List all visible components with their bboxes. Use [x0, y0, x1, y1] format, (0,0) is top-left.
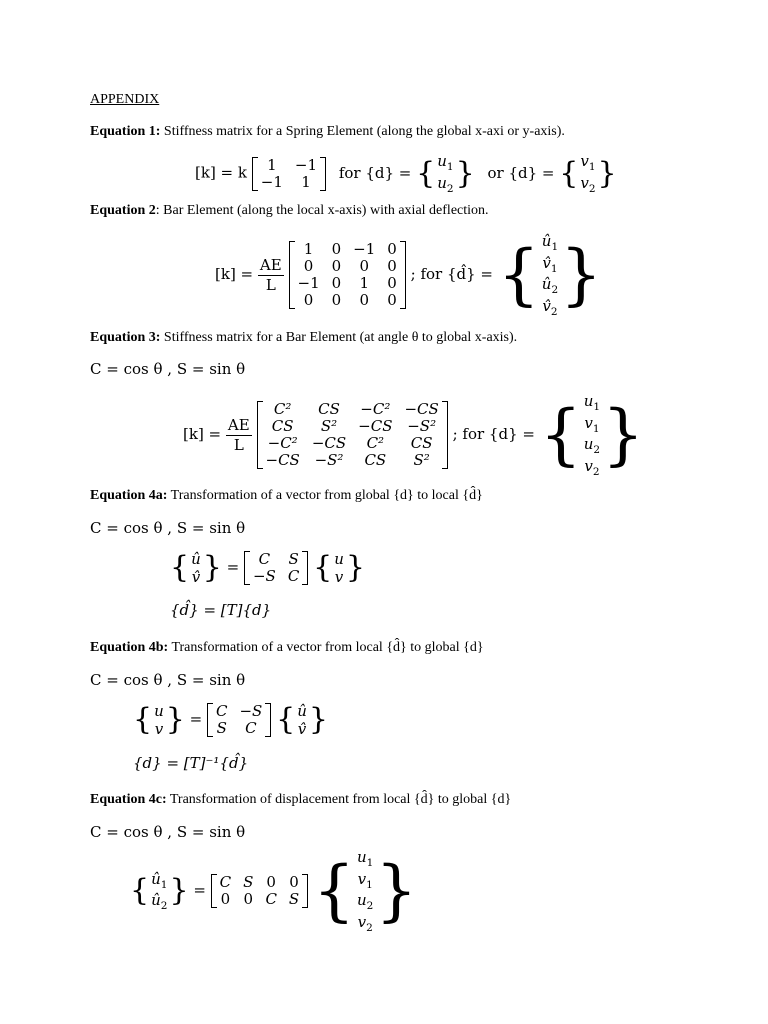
- eq2-matrix-cell-2-1: 0: [331, 274, 342, 293]
- eq3-matrix-cell-3-0: −CS: [265, 451, 300, 470]
- eq4a-line2: {d̂} = [T]{d}: [170, 601, 272, 619]
- eq3-matrix-cell-2-0: −C²: [267, 434, 298, 453]
- eq1-matrix-cell-1-1: 1: [301, 172, 311, 191]
- eq3-frac-den: L: [233, 435, 244, 454]
- eq1-vector-u: [435, 152, 455, 195]
- eq4b-defs: C = cos θ , S = sin θ: [90, 671, 246, 689]
- eq2-vector-entry-2: $û_2$: [541, 275, 559, 297]
- eq4c-left-vector-entry-0: $û_1$: [151, 869, 168, 891]
- eq2-frac-den: L: [265, 275, 276, 294]
- eq4b-matrix-cell-0-1: −S: [239, 702, 263, 720]
- eq2-matrix-cell-1-2: 0: [359, 257, 369, 276]
- eq4a-left-vector-entry-0: û: [191, 550, 201, 568]
- eq2-matrix-cell-3-0: 0: [303, 291, 314, 310]
- eq4c-matrix-cell-1-0: 0: [220, 890, 231, 909]
- eq2-vector-entry-0: $û_1$: [541, 232, 559, 253]
- eq2-matrix-cell-0-0: 1: [303, 240, 314, 259]
- eq3-vector-entry-0: $u_1$: [583, 392, 601, 413]
- eq3-matrix-cell-0-3: −CS: [404, 400, 439, 419]
- eq4b-left-vector-entry-0: u: [154, 702, 164, 720]
- eq4b-matrix-cell-1-0: S: [216, 719, 227, 737]
- eq3-matrix-cell-0-2: −C²: [360, 400, 391, 419]
- eq3-matrix-cell-3-3: S²: [413, 451, 430, 470]
- eq4c-right-vector-entry-3: $v_2$: [357, 912, 373, 934]
- eq4c-matrix-cell-0-1: S: [243, 873, 254, 892]
- eq4a-description: Transformation of a vector from global {d} to local {d̂}: [167, 488, 483, 503]
- eq4c-defs: C = cos θ , S = sin θ: [90, 823, 246, 841]
- eq4b-right-vector: [295, 702, 309, 738]
- eq4c-matrix-cell-1-2: C: [265, 890, 277, 909]
- eq4a-matrix-cell-1-1: C: [287, 567, 300, 585]
- eq1-for: for {d} =: [338, 163, 412, 182]
- eq4b-heading: [90, 640, 484, 656]
- eq4c-left-vector-entry-1: $û_2$: [151, 891, 168, 913]
- eq3-lhs: [k] =: [183, 425, 222, 444]
- eq2-matrix-cell-2-2: 1: [359, 274, 369, 293]
- eq4c-matrix: [211, 874, 309, 908]
- eq3-matrix-cell-2-2: C²: [366, 434, 385, 453]
- eq2-matrix: [289, 241, 406, 309]
- eq4b-line2: {d} = [T]⁻¹{d̂}: [133, 754, 249, 772]
- eq3-matrix-cell-0-1: CS: [318, 400, 340, 419]
- eq2-frac-num: AE: [259, 255, 282, 274]
- eq4c-matrix-cell-1-3: S: [288, 890, 300, 909]
- eq1-label: Equation 1:: [90, 124, 161, 139]
- eq4c-right-vector-entry-2: $u_2$: [356, 891, 374, 913]
- eq4b-matrix: [207, 703, 271, 737]
- eq2-matrix-cell-1-1: 0: [331, 257, 342, 276]
- eq4b-formula: { u v } = C −S S C { û v̂ }: [133, 702, 328, 738]
- eq2-lhs: [k] =: [215, 265, 254, 284]
- eq2-vector-entry-1: $v̂_1$: [542, 253, 558, 275]
- eq2-matrix-cell-0-2: −1: [353, 240, 376, 259]
- eq4c-label: Equation 4c:: [90, 792, 167, 807]
- eq3-heading: [90, 330, 517, 346]
- eq1-vector-u-entry-1: $u_2$: [437, 173, 454, 195]
- eq3-matrix-cell-1-1: S²: [320, 417, 338, 436]
- eq1-formula: [k] = k 1 −1 −1 1 for {d} = { $u_1$ $u_2$ } or {d} = { $v_1$ $v_2$ }: [195, 152, 617, 195]
- eq4a-formula: { û v̂ } = C S −S C { u v }: [170, 550, 365, 586]
- eq4a-left-vector-entry-1: v̂: [191, 568, 201, 586]
- eq3-matrix-cell-1-0: CS: [271, 417, 294, 436]
- eq4c-matrix-cell-0-2: 0: [266, 873, 276, 892]
- eq4a-left-vector: [189, 550, 203, 586]
- eq3-defs: C = cos θ , S = sin θ: [90, 360, 246, 378]
- eq4b-matrix-cell-0-0: C: [215, 702, 228, 720]
- eq2-matrix-cell-3-3: 0: [387, 291, 397, 310]
- eq1-matrix-cell-0-0: 1: [267, 155, 277, 174]
- eq4c-description: Transformation of displacement from local {d̂} to global {d}: [166, 792, 512, 807]
- eq4b-label: Equation 4b:: [90, 640, 169, 655]
- eq1-description: Stiffness matrix for a Spring Element (along the global x-axi or y-axis).: [160, 124, 565, 139]
- eq4c-right-vector: [355, 848, 375, 934]
- eq3-frac-num: AE: [227, 415, 250, 434]
- eq4c-right-vector-entry-1: $v_1$: [357, 869, 373, 891]
- eq1-matrix: [252, 157, 326, 191]
- eq4a-right-vector: [332, 550, 346, 586]
- eq4c-matrix-cell-0-0: C: [219, 873, 232, 892]
- eq2-label: Equation 2: [90, 203, 156, 218]
- eq1-lhs: [k] = k: [195, 163, 247, 182]
- eq4b-description: Transformation of a vector from local {d̂} to global {d}: [168, 640, 484, 655]
- eq4a-defs: C = cos θ , S = sin θ: [90, 519, 246, 537]
- eq4b-right-vector-entry-0: û: [297, 702, 307, 720]
- eq4c-right-vector-entry-0: $u_1$: [356, 848, 374, 869]
- eq4b-left-vector: [152, 702, 166, 738]
- eq2-matrix-cell-1-0: 0: [303, 257, 314, 276]
- eq1-matrix-cell-0-1: −1: [294, 155, 318, 174]
- eq3-vector: [582, 392, 602, 478]
- eq4a-matrix-cell-0-1: S: [288, 550, 299, 568]
- eq1-vector-u-entry-0: $u_1$: [437, 152, 454, 173]
- eq3-vector-entry-2: $u_2$: [583, 435, 601, 457]
- eq2-matrix-cell-3-2: 0: [359, 291, 369, 310]
- eq3-vector-entry-3: $v_2$: [584, 456, 600, 478]
- eq2-description: : Bar Element (along the local x-axis) with axial deflection.: [155, 203, 489, 218]
- eq4a-matrix-cell-1-0: −S: [252, 567, 276, 585]
- eq3-matrix-cell-1-2: −CS: [358, 417, 393, 436]
- eq4b-matrix-cell-1-1: C: [245, 719, 257, 737]
- eq1-or: or {d} =: [487, 163, 555, 182]
- eq3-matrix-cell-2-1: −CS: [311, 434, 347, 453]
- eq1-vector-v: [578, 152, 597, 195]
- eq2-for: ; for {d̂} =: [410, 265, 493, 284]
- eq2-formula: [k] = $\frac{AE}{L}$ 1 0 −1 0 0 0 0 0 −1 0 1 0 0 0 0 0 ; for {d̂} = { $û_1$ $v̂_1$ $û_2$ $v̂_2$ }: [215, 232, 603, 318]
- eq3-vector-entry-1: $v_1$: [584, 413, 600, 435]
- eq2-matrix-cell-2-0: −1: [297, 274, 320, 293]
- eq3-matrix-cell-0-0: C²: [273, 400, 292, 419]
- eq2-matrix-cell-3-1: 0: [331, 291, 342, 310]
- eq4a-right-vector-entry-0: u: [334, 550, 344, 568]
- eq4c-matrix-cell-1-1: 0: [243, 890, 254, 909]
- eq2-vector: [540, 232, 560, 318]
- eq4a-right-vector-entry-1: v: [334, 568, 344, 586]
- eq1-heading: [90, 124, 565, 140]
- eq1-matrix-cell-1-0: −1: [260, 172, 283, 191]
- eq4b-left-vector-entry-1: v: [154, 720, 164, 738]
- eq4b-right-vector-entry-1: v̂: [297, 720, 307, 738]
- eq3-for: ; for {d} =: [452, 425, 535, 444]
- eq2-matrix-cell-0-1: 0: [331, 240, 342, 259]
- eq2-vector-entry-3: $v̂_2$: [542, 296, 558, 318]
- eq2-heading: [90, 203, 489, 219]
- eq4c-matrix-cell-0-3: 0: [289, 873, 299, 892]
- eq1-vector-v-entry-0: $v_1$: [580, 152, 596, 173]
- eq3-matrix-cell-3-2: CS: [364, 451, 387, 470]
- eq4a-matrix: [244, 551, 308, 585]
- eq3-matrix-cell-2-3: CS: [410, 434, 433, 453]
- eq4c-formula: { $û_1$ $û_2$ } = C S 0 0 0 0 C S { $u_1$ $v_1$ $u_2$ $v_2$ }: [130, 848, 418, 934]
- eq4c-heading: [90, 792, 511, 808]
- eq3-formula: [k] = $\frac{AE}{L}$ C² CS −C² −CS CS S² −CS −S² −C² −CS C² CS −CS −S² CS S² ; for {d} = { $u_1$ $v_1$ $u_2$ $v_2$ }: [183, 392, 645, 478]
- eq3-matrix-cell-3-1: −S²: [314, 451, 344, 470]
- eq4c-left-vector: [149, 870, 169, 913]
- eq2-matrix-cell-0-3: 0: [387, 240, 397, 259]
- eq2-matrix-cell-1-3: 0: [387, 257, 397, 276]
- eq1-vector-v-entry-1: $v_2$: [580, 173, 596, 195]
- eq2-matrix-cell-2-3: 0: [387, 274, 397, 293]
- appendix-title: APPENDIX: [90, 92, 160, 107]
- eq3-label: Equation 3:: [90, 330, 161, 345]
- eq4a-heading: [90, 488, 483, 504]
- eq4a-label: Equation 4a:: [90, 488, 168, 503]
- eq4a-matrix-cell-0-0: C: [258, 550, 271, 568]
- eq3-matrix: [257, 401, 448, 469]
- eq3-description: Stiffness matrix for a Bar Element (at angle θ to global x-axis).: [160, 330, 518, 345]
- eq3-matrix-cell-1-3: −S²: [407, 417, 437, 436]
